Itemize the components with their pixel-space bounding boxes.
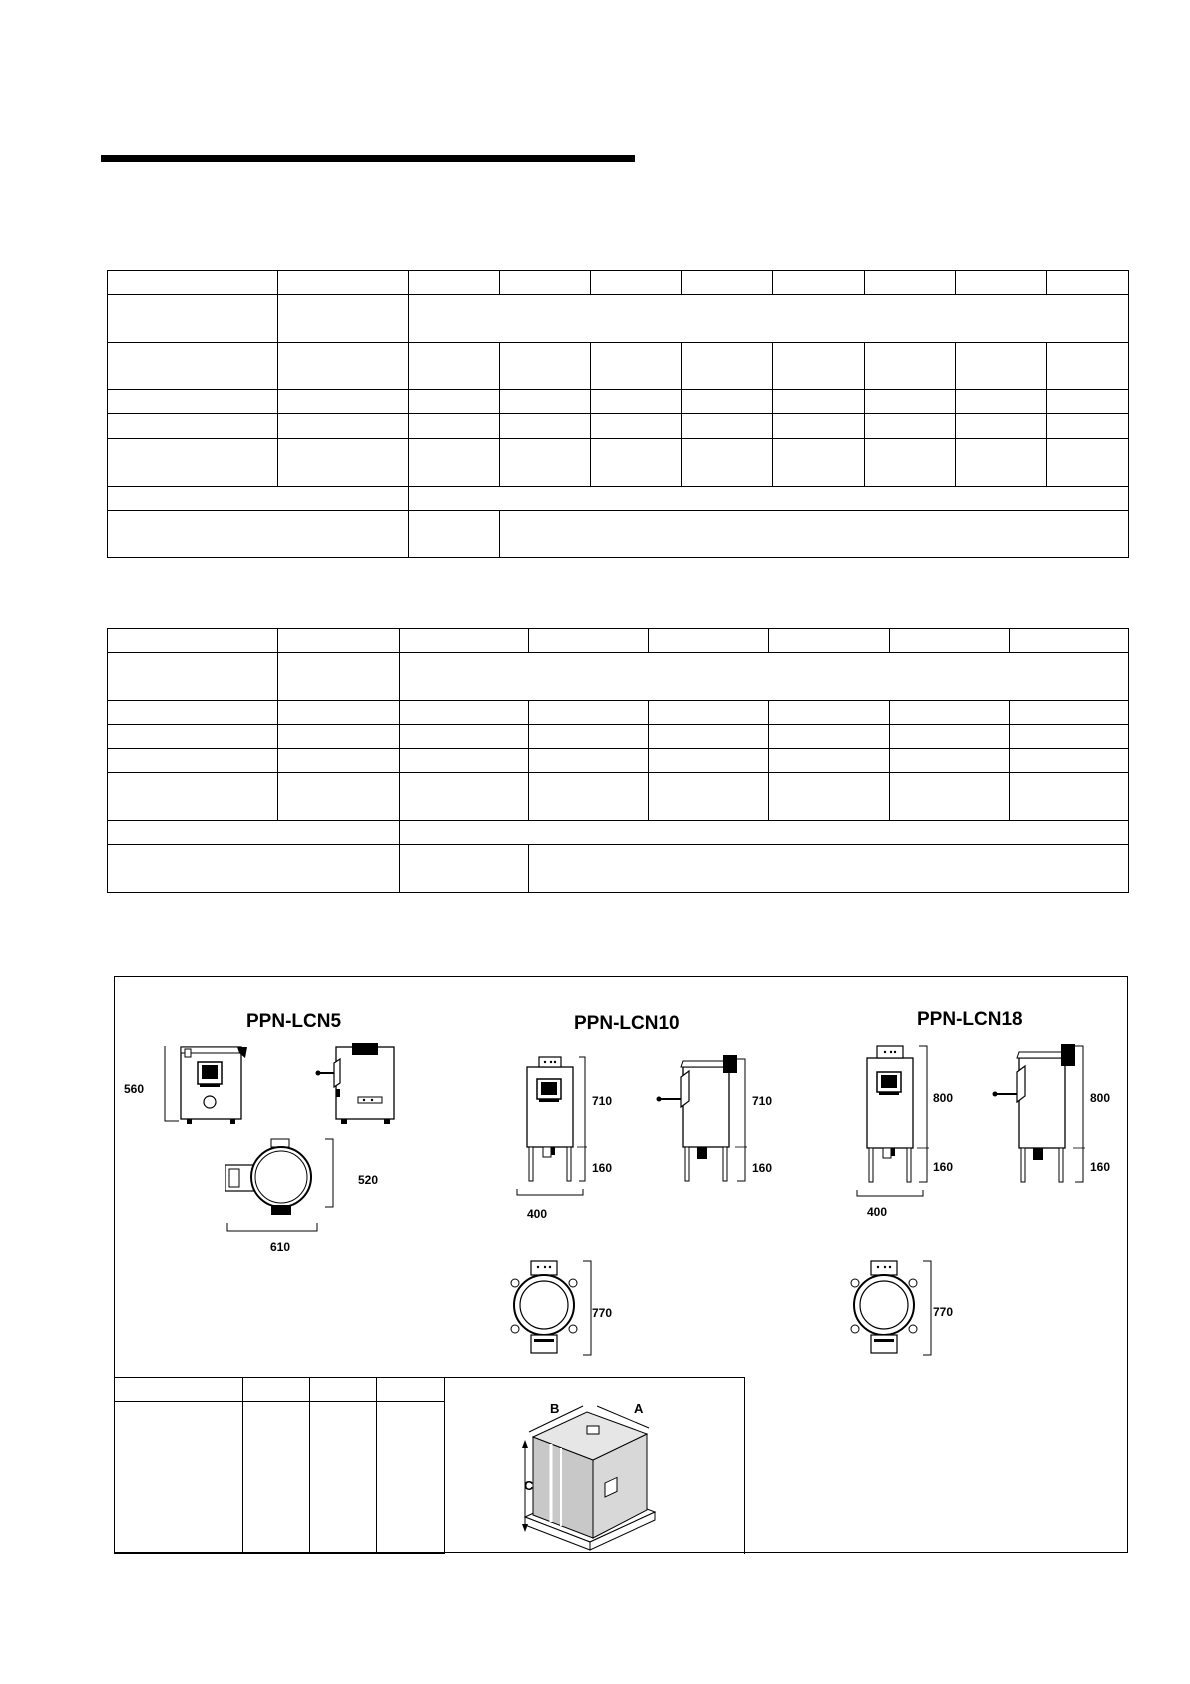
table-row (108, 510, 1129, 557)
table-row (108, 271, 1129, 295)
lcn5-side-view (308, 1043, 398, 1128)
lcn10-top-view (501, 1259, 601, 1359)
lcn10-side-view (653, 1055, 763, 1200)
packaging-label-a: A (634, 1401, 644, 1416)
table-row (108, 629, 1129, 653)
dim-lcn10-side-body-height: 710 (752, 1094, 773, 1108)
dim-lcn5-depth: 520 (358, 1173, 379, 1187)
table-row (108, 701, 1129, 725)
dim-lcn5-height: 560 (124, 1082, 145, 1096)
lcn18-front-view (855, 1044, 955, 1199)
lcn5-top-view (225, 1135, 335, 1255)
header-rule (101, 155, 635, 162)
dim-lcn10-depth: 770 (592, 1306, 613, 1320)
table-row (115, 1402, 445, 1554)
spec-table-2 (107, 628, 1129, 893)
dim-lcn10-leg-height: 160 (592, 1161, 613, 1175)
lcn5-front-view (155, 1044, 255, 1129)
model-title-lcn5: PPN-LCN5 (246, 1011, 342, 1032)
table-row (115, 1378, 445, 1402)
dim-lcn10-width: 400 (527, 1207, 548, 1221)
table-row (108, 653, 1129, 701)
table-row (108, 486, 1129, 510)
table-row (108, 749, 1129, 773)
table-row (108, 295, 1129, 343)
dimension-drawings-panel (114, 976, 1128, 1553)
dim-lcn18-depth: 770 (933, 1305, 954, 1319)
spec-table-1 (107, 270, 1129, 558)
dim-lcn18-side-leg-height: 160 (1090, 1160, 1111, 1174)
model-title-lcn18: PPN-LCN18 (917, 1009, 1023, 1030)
lcn18-side-view (989, 1044, 1099, 1199)
table-row (108, 438, 1129, 486)
dim-lcn18-body-height: 800 (933, 1091, 954, 1105)
lcn18-top-view (841, 1259, 941, 1359)
packaging-label-c: C (524, 1478, 534, 1493)
dim-lcn10-side-leg-height: 160 (752, 1161, 773, 1175)
table-row (108, 845, 1129, 893)
dim-lcn10-body-height: 710 (592, 1094, 613, 1108)
dim-lcn18-side-body-height: 800 (1090, 1091, 1111, 1105)
packaging-table (114, 1377, 445, 1554)
table-row (108, 773, 1129, 821)
lcn10-front-view (515, 1055, 615, 1200)
packaging-label-b: B (550, 1401, 560, 1416)
dim-lcn5-width: 610 (270, 1240, 291, 1254)
packaging-box-illustration (515, 1392, 665, 1552)
table-row (108, 343, 1129, 390)
table-row (108, 414, 1129, 438)
table-row (108, 725, 1129, 749)
dim-lcn18-leg-height: 160 (933, 1160, 954, 1174)
model-title-lcn10: PPN-LCN10 (574, 1013, 680, 1034)
table-row (108, 390, 1129, 414)
table-row (108, 821, 1129, 845)
dim-lcn18-width: 400 (867, 1205, 888, 1219)
